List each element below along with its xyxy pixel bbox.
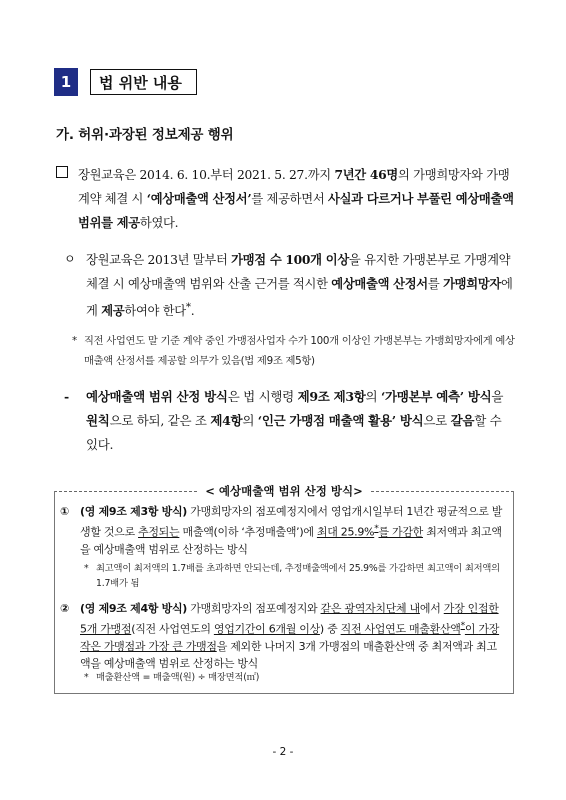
text: 하여야 한다 bbox=[124, 304, 186, 319]
bold-text: 사실과 다르거나 부풀린 예상매출액 범위를 제공 bbox=[78, 191, 514, 230]
box-item-2 bbox=[60, 600, 506, 672]
section-number: 1 bbox=[54, 68, 78, 96]
text: 가맹희망자의 점포예정지와 bbox=[187, 602, 321, 615]
bold-text: 예상매출액 산정서 bbox=[331, 276, 428, 291]
bold-text: 가맹점 수 100개 이상 bbox=[231, 252, 349, 267]
section-header bbox=[54, 68, 197, 96]
text: 를 bbox=[427, 277, 444, 291]
text: 가맹희망자의 점포예정지에서 영업개시일부터 1년간 평균적으로 발생할 것으로 bbox=[80, 505, 503, 539]
text: 을 유지한 가맹본부로 가맹계약 체결 시 예상매출액 범위와 산출 근거를 적시한 bbox=[86, 253, 511, 291]
text: 을 제외한 나머지 3개 가맹점의 매출환산액 중 최저액과 최고액을 예상매출액 범위로 산정하는 방식 bbox=[80, 639, 497, 670]
underlined-text: 영업기간이 6개월 이상 bbox=[213, 622, 320, 636]
text: 으로 하되, 같은 조 bbox=[109, 413, 211, 428]
dash-bullet: - bbox=[64, 389, 69, 404]
page-number: - 2 - bbox=[272, 746, 294, 758]
underlined-text: 최대 25.9% bbox=[316, 525, 375, 539]
bold-text: 원칙 bbox=[86, 413, 110, 428]
square-bullet-icon bbox=[56, 166, 68, 178]
text: 은 법 시행령 bbox=[227, 389, 298, 404]
bold-text: ‘가맹본부 예측’ 방식 bbox=[381, 389, 492, 404]
paragraph-1 bbox=[56, 163, 516, 235]
item-number: ① bbox=[60, 505, 70, 518]
text: 의 bbox=[365, 389, 381, 404]
bold-text: 제9조 제3항 bbox=[297, 389, 366, 404]
note-marker: * bbox=[84, 672, 89, 683]
paragraph-2 bbox=[64, 248, 516, 323]
text: ) 중 bbox=[319, 622, 341, 636]
note-marker: * bbox=[84, 563, 89, 574]
footnote-marker: * bbox=[460, 620, 465, 631]
underlined-text: 같은 광역자치단체 내 bbox=[320, 602, 420, 615]
text: 의 bbox=[242, 413, 258, 428]
item-number: ② bbox=[60, 602, 70, 615]
text: 으로 bbox=[423, 413, 451, 428]
box-note-1 bbox=[84, 561, 506, 591]
text: (직전 사업연도의 bbox=[131, 622, 214, 636]
bold-text: (영 제9조 제4항 방식) bbox=[80, 602, 188, 615]
underlined-text: 를 가감한 bbox=[378, 525, 423, 539]
text: 장원교육은 2014. 6. 10.부터 2021. 5. 27.까지 bbox=[78, 168, 335, 182]
footnote-marker: * bbox=[185, 301, 191, 313]
footnote-text: 직전 사업연도 말 기준 계약 중인 가맹점사업자 수가 100개 이상인 가맹본부는 가맹희망자에게 예상매출액 산정서를 제공할 의무가 있음(법 제9조 제5항) bbox=[84, 335, 515, 367]
underlined-text: 이 bbox=[464, 622, 479, 636]
footnote-marker: * bbox=[374, 523, 379, 534]
bold-text: 가맹희망자 bbox=[443, 276, 501, 291]
text: 최저액과 최고액을 예상매출액 범위로 산정하는 방식 bbox=[80, 525, 502, 556]
paragraph-3 bbox=[64, 385, 516, 457]
box-title: < 예상매출액 범위 산정 방식> bbox=[205, 484, 363, 498]
subheading: 가. 허위·과장된 정보제공 행위 bbox=[56, 127, 234, 143]
text: 에서 bbox=[419, 602, 444, 615]
bold-text: 갈음 bbox=[450, 413, 475, 428]
footnote-marker: * bbox=[72, 335, 77, 347]
text: 매출액(이하 ‘추정매출액’)에 bbox=[179, 525, 317, 539]
footnote-1 bbox=[72, 331, 516, 371]
text: . bbox=[190, 304, 195, 319]
bold-text: 7년간 46명 bbox=[334, 167, 398, 182]
text: 하였다. bbox=[139, 216, 179, 230]
underlined-text: 추정되는 bbox=[138, 525, 180, 539]
underlined-text: 직전 사업연도 매출환산액 bbox=[340, 622, 461, 636]
text: 에게 bbox=[86, 277, 513, 319]
text: 장원교육은 2013년 말부터 bbox=[86, 253, 232, 267]
text: 를 제공하면서 bbox=[251, 192, 329, 206]
text: 의 가맹희망자와 가맹계약 체결 시 bbox=[78, 168, 510, 206]
text: 할 수 있다. bbox=[86, 413, 502, 452]
note-text: 매출환산액 = 매출액(원) ÷ 매장면적(㎡) bbox=[96, 672, 260, 683]
bold-text: (영 제9조 제3항 방식) bbox=[80, 505, 188, 518]
bold-text: 제공 bbox=[101, 303, 125, 319]
underlined-text: 가장 인접한 5개 가맹점 bbox=[80, 602, 499, 636]
underlined-text: 가장 작은 가맹점과 가장 큰 가맹점 bbox=[80, 622, 500, 653]
box-note-2 bbox=[84, 670, 506, 685]
bold-text: 제4항 bbox=[210, 413, 243, 428]
section-title: 법 위반 내용 bbox=[90, 69, 197, 95]
circle-bullet: ㅇ bbox=[64, 252, 76, 266]
note-text: 최고액이 최저액의 1.7배를 초과하면 안되는데, 추정매출액에서 25.9%를 가감하면 최고액이 최저액의 1.7배가 됨 bbox=[96, 563, 500, 589]
box-item-1 bbox=[60, 503, 506, 558]
bold-text: ‘예상매출액 산정서’ bbox=[146, 191, 252, 206]
bold-text: ‘인근 가맹점 매출액 활용’ 방식 bbox=[257, 413, 424, 428]
text: 을 bbox=[491, 389, 504, 404]
bold-text: 예상매출액 범위 산정 방식 bbox=[86, 389, 228, 404]
